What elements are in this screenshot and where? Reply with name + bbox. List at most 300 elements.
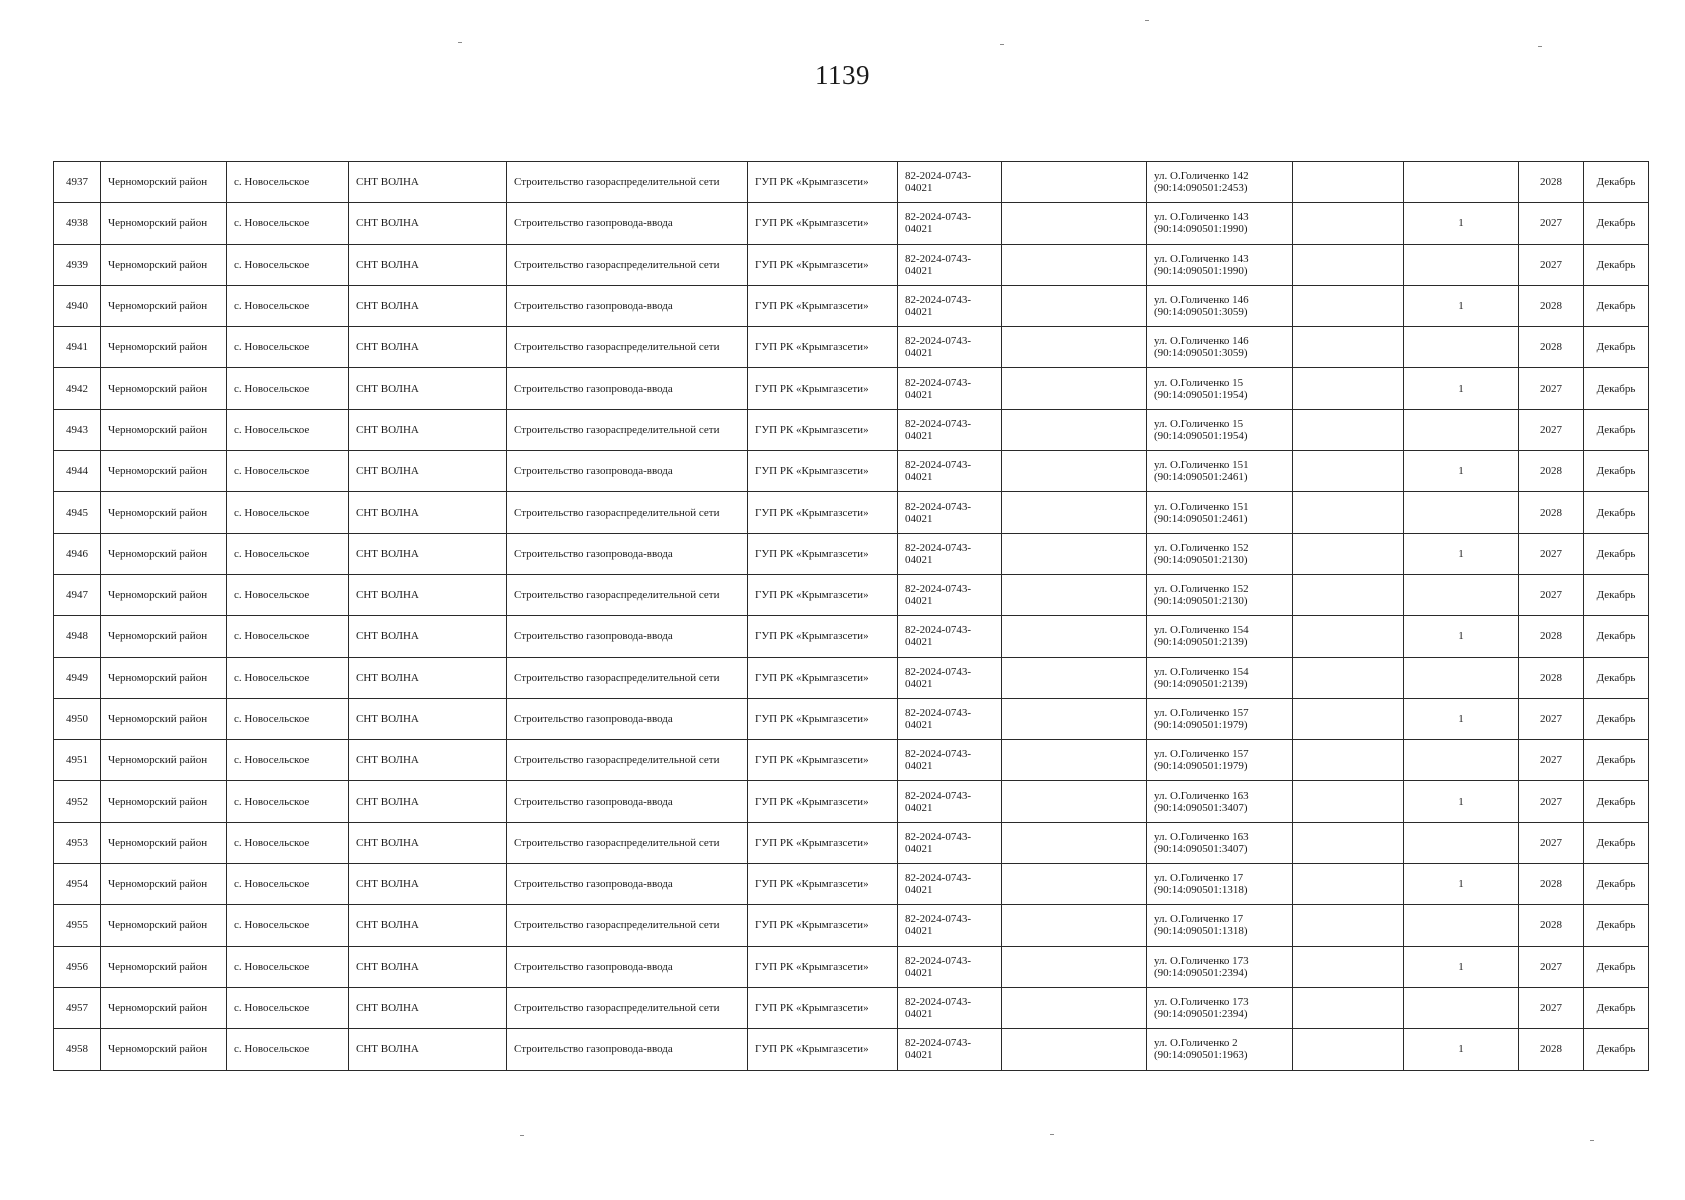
address-cell: ул. О.Голиченко 154 (90:14:090501:2139) — [1147, 616, 1293, 657]
empty-cell-cell — [1002, 492, 1147, 533]
work-type-cell: Строительство газопровода-ввода — [507, 451, 748, 492]
month-cell: Декабрь — [1584, 1029, 1649, 1070]
year-cell: 2028 — [1519, 327, 1584, 368]
organization-cell: ГУП РК «Крымгазсети» — [748, 905, 898, 946]
address-cell: ул. О.Голиченко 152 (90:14:090501:2130) — [1147, 574, 1293, 615]
empty-cell-cell — [1293, 244, 1404, 285]
count-cell: 1 — [1404, 285, 1519, 326]
gas-network-table — [53, 161, 1649, 1071]
district-cell: Черноморский район — [101, 368, 227, 409]
address-cell: ул. О.Голиченко 142 (90:14:090501:2453) — [1147, 162, 1293, 203]
district-cell: Черноморский район — [101, 1029, 227, 1070]
count-cell: 1 — [1404, 1029, 1519, 1070]
organization-cell: ГУП РК «Крымгазсети» — [748, 1029, 898, 1070]
snt-name-cell: СНТ ВОЛНА — [349, 327, 507, 368]
settlement-cell: с. Новосельское — [227, 162, 349, 203]
address-cell: ул. О.Голиченко 163 (90:14:090501:3407) — [1147, 822, 1293, 863]
organization-cell: ГУП РК «Крымгазсети» — [748, 327, 898, 368]
count-cell — [1404, 657, 1519, 698]
empty-cell-cell — [1002, 368, 1147, 409]
empty-cell-cell — [1293, 574, 1404, 615]
count-cell — [1404, 905, 1519, 946]
empty-cell-cell — [1002, 409, 1147, 450]
settlement-cell: с. Новосельское — [227, 657, 349, 698]
organization-cell: ГУП РК «Крымгазсети» — [748, 657, 898, 698]
month-cell: Декабрь — [1584, 368, 1649, 409]
empty-cell-cell — [1002, 244, 1147, 285]
empty-cell-cell — [1002, 616, 1147, 657]
settlement-cell: с. Новосельское — [227, 698, 349, 739]
year-cell: 2028 — [1519, 864, 1584, 905]
document-number-cell: 82-2024-0743-04021 — [898, 657, 1002, 698]
month-cell: Декабрь — [1584, 451, 1649, 492]
work-type-cell: Строительство газопровода-ввода — [507, 368, 748, 409]
snt-name-cell: СНТ ВОЛНА — [349, 864, 507, 905]
document-number-cell: 82-2024-0743-04021 — [898, 946, 1002, 987]
snt-name-cell: СНТ ВОЛНА — [349, 698, 507, 739]
work-type-cell: Строительство газораспределительной сети — [507, 740, 748, 781]
empty-cell-cell — [1002, 1029, 1147, 1070]
count-cell: 1 — [1404, 533, 1519, 574]
address-cell: ул. О.Голиченко 17 (90:14:090501:1318) — [1147, 905, 1293, 946]
empty-cell-cell — [1293, 285, 1404, 326]
address-cell: ул. О.Голиченко 152 (90:14:090501:2130) — [1147, 533, 1293, 574]
table-row — [54, 616, 1649, 657]
year-cell: 2027 — [1519, 698, 1584, 739]
table-row — [54, 203, 1649, 244]
district-cell: Черноморский район — [101, 244, 227, 285]
document-number-cell: 82-2024-0743-04021 — [898, 451, 1002, 492]
work-type-cell: Строительство газопровода-ввода — [507, 285, 748, 326]
document-number-cell: 82-2024-0743-04021 — [898, 905, 1002, 946]
organization-cell: ГУП РК «Крымгазсети» — [748, 368, 898, 409]
snt-name-cell: СНТ ВОЛНА — [349, 946, 507, 987]
organization-cell: ГУП РК «Крымгазсети» — [748, 864, 898, 905]
empty-cell-cell — [1293, 946, 1404, 987]
year-cell: 2027 — [1519, 781, 1584, 822]
snt-name-cell: СНТ ВОЛНА — [349, 822, 507, 863]
empty-cell-cell — [1293, 616, 1404, 657]
work-type-cell: Строительство газораспределительной сети — [507, 162, 748, 203]
organization-cell: ГУП РК «Крымгазсети» — [748, 244, 898, 285]
count-cell — [1404, 822, 1519, 863]
row-number-cell: 4955 — [54, 905, 101, 946]
row-number-cell: 4944 — [54, 451, 101, 492]
snt-name-cell: СНТ ВОЛНА — [349, 987, 507, 1028]
document-number-cell: 82-2024-0743-04021 — [898, 409, 1002, 450]
document-number-cell: 82-2024-0743-04021 — [898, 616, 1002, 657]
snt-name-cell: СНТ ВОЛНА — [349, 203, 507, 244]
district-cell: Черноморский район — [101, 781, 227, 822]
year-cell: 2027 — [1519, 574, 1584, 615]
table-row — [54, 409, 1649, 450]
work-type-cell: Строительство газораспределительной сети — [507, 492, 748, 533]
organization-cell: ГУП РК «Крымгазсети» — [748, 492, 898, 533]
organization-cell: ГУП РК «Крымгазсети» — [748, 698, 898, 739]
document-number-cell: 82-2024-0743-04021 — [898, 740, 1002, 781]
row-number-cell: 4943 — [54, 409, 101, 450]
table-row — [54, 781, 1649, 822]
table-row — [54, 327, 1649, 368]
scan-speck — [520, 1135, 524, 1136]
scan-speck — [1538, 46, 1542, 47]
snt-name-cell: СНТ ВОЛНА — [349, 905, 507, 946]
table-row — [54, 574, 1649, 615]
work-type-cell: Строительство газопровода-ввода — [507, 203, 748, 244]
empty-cell-cell — [1293, 781, 1404, 822]
settlement-cell: с. Новосельское — [227, 451, 349, 492]
month-cell: Декабрь — [1584, 946, 1649, 987]
address-cell: ул. О.Голиченко 151 (90:14:090501:2461) — [1147, 492, 1293, 533]
settlement-cell: с. Новосельское — [227, 864, 349, 905]
address-cell: ул. О.Голиченко 157 (90:14:090501:1979) — [1147, 698, 1293, 739]
district-cell: Черноморский район — [101, 905, 227, 946]
row-number-cell: 4946 — [54, 533, 101, 574]
organization-cell: ГУП РК «Крымгазсети» — [748, 533, 898, 574]
count-cell — [1404, 492, 1519, 533]
table-row — [54, 822, 1649, 863]
work-type-cell: Строительство газораспределительной сети — [507, 905, 748, 946]
organization-cell: ГУП РК «Крымгазсети» — [748, 781, 898, 822]
empty-cell-cell — [1293, 451, 1404, 492]
settlement-cell: с. Новосельское — [227, 492, 349, 533]
district-cell: Черноморский район — [101, 162, 227, 203]
empty-cell-cell — [1293, 492, 1404, 533]
settlement-cell: с. Новосельское — [227, 533, 349, 574]
table-container — [53, 161, 1648, 1071]
month-cell: Декабрь — [1584, 533, 1649, 574]
month-cell: Декабрь — [1584, 657, 1649, 698]
snt-name-cell: СНТ ВОЛНА — [349, 1029, 507, 1070]
year-cell: 2027 — [1519, 946, 1584, 987]
table-row — [54, 1029, 1649, 1070]
count-cell — [1404, 244, 1519, 285]
document-number-cell: 82-2024-0743-04021 — [898, 327, 1002, 368]
count-cell: 1 — [1404, 616, 1519, 657]
year-cell: 2028 — [1519, 1029, 1584, 1070]
empty-cell-cell — [1293, 864, 1404, 905]
empty-cell-cell — [1293, 698, 1404, 739]
month-cell: Декабрь — [1584, 327, 1649, 368]
table-row — [54, 162, 1649, 203]
organization-cell: ГУП РК «Крымгазсети» — [748, 740, 898, 781]
settlement-cell: с. Новосельское — [227, 327, 349, 368]
table-body — [54, 162, 1649, 1071]
table-row — [54, 368, 1649, 409]
work-type-cell: Строительство газораспределительной сети — [507, 409, 748, 450]
work-type-cell: Строительство газопровода-ввода — [507, 616, 748, 657]
row-number-cell: 4954 — [54, 864, 101, 905]
table-row — [54, 492, 1649, 533]
table-row — [54, 451, 1649, 492]
count-cell: 1 — [1404, 368, 1519, 409]
year-cell: 2027 — [1519, 368, 1584, 409]
empty-cell-cell — [1293, 905, 1404, 946]
settlement-cell: с. Новосельское — [227, 987, 349, 1028]
work-type-cell: Строительство газораспределительной сети — [507, 657, 748, 698]
empty-cell-cell — [1293, 1029, 1404, 1070]
snt-name-cell: СНТ ВОЛНА — [349, 285, 507, 326]
address-cell: ул. О.Голиченко 17 (90:14:090501:1318) — [1147, 864, 1293, 905]
organization-cell: ГУП РК «Крымгазсети» — [748, 203, 898, 244]
month-cell: Декабрь — [1584, 616, 1649, 657]
empty-cell-cell — [1002, 781, 1147, 822]
count-cell: 1 — [1404, 203, 1519, 244]
empty-cell-cell — [1293, 657, 1404, 698]
empty-cell-cell — [1293, 987, 1404, 1028]
document-number-cell: 82-2024-0743-04021 — [898, 203, 1002, 244]
row-number-cell: 4940 — [54, 285, 101, 326]
row-number-cell: 4951 — [54, 740, 101, 781]
row-number-cell: 4942 — [54, 368, 101, 409]
organization-cell: ГУП РК «Крымгазсети» — [748, 409, 898, 450]
empty-cell-cell — [1002, 740, 1147, 781]
month-cell: Декабрь — [1584, 864, 1649, 905]
row-number-cell: 4947 — [54, 574, 101, 615]
row-number-cell: 4938 — [54, 203, 101, 244]
month-cell: Декабрь — [1584, 409, 1649, 450]
year-cell: 2028 — [1519, 285, 1584, 326]
row-number-cell: 4952 — [54, 781, 101, 822]
row-number-cell: 4957 — [54, 987, 101, 1028]
table-row — [54, 244, 1649, 285]
settlement-cell: с. Новосельское — [227, 285, 349, 326]
organization-cell: ГУП РК «Крымгазсети» — [748, 946, 898, 987]
document-number-cell: 82-2024-0743-04021 — [898, 492, 1002, 533]
settlement-cell: с. Новосельское — [227, 203, 349, 244]
row-number-cell: 4953 — [54, 822, 101, 863]
work-type-cell: Строительство газораспределительной сети — [507, 822, 748, 863]
table-row — [54, 657, 1649, 698]
district-cell: Черноморский район — [101, 987, 227, 1028]
address-cell: ул. О.Голиченко 173 (90:14:090501:2394) — [1147, 987, 1293, 1028]
empty-cell-cell — [1002, 327, 1147, 368]
district-cell: Черноморский район — [101, 451, 227, 492]
organization-cell: ГУП РК «Крымгазсети» — [748, 285, 898, 326]
scan-speck — [458, 42, 462, 43]
count-cell — [1404, 740, 1519, 781]
settlement-cell: с. Новосельское — [227, 616, 349, 657]
count-cell — [1404, 574, 1519, 615]
document-number-cell: 82-2024-0743-04021 — [898, 285, 1002, 326]
work-type-cell: Строительство газораспределительной сети — [507, 327, 748, 368]
year-cell: 2028 — [1519, 905, 1584, 946]
work-type-cell: Строительство газопровода-ввода — [507, 533, 748, 574]
district-cell: Черноморский район — [101, 492, 227, 533]
month-cell: Декабрь — [1584, 781, 1649, 822]
empty-cell-cell — [1002, 533, 1147, 574]
year-cell: 2028 — [1519, 451, 1584, 492]
month-cell: Декабрь — [1584, 162, 1649, 203]
snt-name-cell: СНТ ВОЛНА — [349, 244, 507, 285]
empty-cell-cell — [1002, 162, 1147, 203]
empty-cell-cell — [1002, 864, 1147, 905]
snt-name-cell: СНТ ВОЛНА — [349, 368, 507, 409]
address-cell: ул. О.Голиченко 143 (90:14:090501:1990) — [1147, 244, 1293, 285]
organization-cell: ГУП РК «Крымгазсети» — [748, 162, 898, 203]
empty-cell-cell — [1293, 203, 1404, 244]
empty-cell-cell — [1002, 203, 1147, 244]
settlement-cell: с. Новосельское — [227, 368, 349, 409]
document-number-cell: 82-2024-0743-04021 — [898, 1029, 1002, 1070]
year-cell: 2028 — [1519, 657, 1584, 698]
scan-speck — [1050, 1134, 1054, 1135]
document-number-cell: 82-2024-0743-04021 — [898, 244, 1002, 285]
year-cell: 2027 — [1519, 987, 1584, 1028]
work-type-cell: Строительство газопровода-ввода — [507, 1029, 748, 1070]
table-row — [54, 285, 1649, 326]
table-row — [54, 987, 1649, 1028]
document-number-cell: 82-2024-0743-04021 — [898, 533, 1002, 574]
scan-speck — [1145, 20, 1149, 21]
settlement-cell: с. Новосельское — [227, 244, 349, 285]
settlement-cell: с. Новосельское — [227, 905, 349, 946]
row-number-cell: 4950 — [54, 698, 101, 739]
work-type-cell: Строительство газопровода-ввода — [507, 864, 748, 905]
organization-cell: ГУП РК «Крымгазсети» — [748, 616, 898, 657]
year-cell: 2027 — [1519, 409, 1584, 450]
table-row — [54, 533, 1649, 574]
empty-cell-cell — [1293, 162, 1404, 203]
snt-name-cell: СНТ ВОЛНА — [349, 409, 507, 450]
district-cell: Черноморский район — [101, 946, 227, 987]
empty-cell-cell — [1002, 987, 1147, 1028]
month-cell: Декабрь — [1584, 203, 1649, 244]
document-number-cell: 82-2024-0743-04021 — [898, 162, 1002, 203]
settlement-cell: с. Новосельское — [227, 946, 349, 987]
district-cell: Черноморский район — [101, 285, 227, 326]
address-cell: ул. О.Голиченко 151 (90:14:090501:2461) — [1147, 451, 1293, 492]
settlement-cell: с. Новосельское — [227, 822, 349, 863]
work-type-cell: Строительство газопровода-ввода — [507, 781, 748, 822]
row-number-cell: 4939 — [54, 244, 101, 285]
district-cell: Черноморский район — [101, 409, 227, 450]
address-cell: ул. О.Голиченко 143 (90:14:090501:1990) — [1147, 203, 1293, 244]
settlement-cell: с. Новосельское — [227, 409, 349, 450]
work-type-cell: Строительство газораспределительной сети — [507, 574, 748, 615]
year-cell: 2027 — [1519, 533, 1584, 574]
district-cell: Черноморский район — [101, 203, 227, 244]
district-cell: Черноморский район — [101, 574, 227, 615]
work-type-cell: Строительство газораспределительной сети — [507, 987, 748, 1028]
row-number-cell: 4945 — [54, 492, 101, 533]
month-cell: Декабрь — [1584, 905, 1649, 946]
count-cell — [1404, 162, 1519, 203]
snt-name-cell: СНТ ВОЛНА — [349, 451, 507, 492]
table-row — [54, 946, 1649, 987]
work-type-cell: Строительство газопровода-ввода — [507, 946, 748, 987]
year-cell: 2028 — [1519, 616, 1584, 657]
month-cell: Декабрь — [1584, 740, 1649, 781]
empty-cell-cell — [1002, 822, 1147, 863]
district-cell: Черноморский район — [101, 327, 227, 368]
scan-speck — [1000, 44, 1004, 45]
snt-name-cell: СНТ ВОЛНА — [349, 781, 507, 822]
count-cell: 1 — [1404, 451, 1519, 492]
empty-cell-cell — [1293, 533, 1404, 574]
row-number-cell: 4949 — [54, 657, 101, 698]
year-cell: 2027 — [1519, 203, 1584, 244]
year-cell: 2028 — [1519, 492, 1584, 533]
month-cell: Декабрь — [1584, 822, 1649, 863]
district-cell: Черноморский район — [101, 740, 227, 781]
organization-cell: ГУП РК «Крымгазсети» — [748, 451, 898, 492]
document-number-cell: 82-2024-0743-04021 — [898, 822, 1002, 863]
address-cell: ул. О.Голиченко 157 (90:14:090501:1979) — [1147, 740, 1293, 781]
organization-cell: ГУП РК «Крымгазсети» — [748, 574, 898, 615]
row-number-cell: 4956 — [54, 946, 101, 987]
empty-cell-cell — [1293, 822, 1404, 863]
month-cell: Декабрь — [1584, 574, 1649, 615]
row-number-cell: 4941 — [54, 327, 101, 368]
empty-cell-cell — [1293, 327, 1404, 368]
district-cell: Черноморский район — [101, 822, 227, 863]
document-number-cell: 82-2024-0743-04021 — [898, 698, 1002, 739]
district-cell: Черноморский район — [101, 616, 227, 657]
table-row — [54, 698, 1649, 739]
count-cell: 1 — [1404, 698, 1519, 739]
empty-cell-cell — [1002, 946, 1147, 987]
row-number-cell: 4948 — [54, 616, 101, 657]
count-cell — [1404, 987, 1519, 1028]
year-cell: 2028 — [1519, 162, 1584, 203]
year-cell: 2027 — [1519, 740, 1584, 781]
document-number-cell: 82-2024-0743-04021 — [898, 781, 1002, 822]
count-cell: 1 — [1404, 781, 1519, 822]
district-cell: Черноморский район — [101, 864, 227, 905]
snt-name-cell: СНТ ВОЛНА — [349, 492, 507, 533]
snt-name-cell: СНТ ВОЛНА — [349, 162, 507, 203]
table-row — [54, 864, 1649, 905]
empty-cell-cell — [1002, 905, 1147, 946]
organization-cell: ГУП РК «Крымгазсети» — [748, 822, 898, 863]
count-cell — [1404, 327, 1519, 368]
address-cell: ул. О.Голиченко 154 (90:14:090501:2139) — [1147, 657, 1293, 698]
address-cell: ул. О.Голиченко 163 (90:14:090501:3407) — [1147, 781, 1293, 822]
count-cell — [1404, 409, 1519, 450]
address-cell: ул. О.Голиченко 146 (90:14:090501:3059) — [1147, 327, 1293, 368]
year-cell: 2027 — [1519, 244, 1584, 285]
empty-cell-cell — [1002, 285, 1147, 326]
work-type-cell: Строительство газопровода-ввода — [507, 698, 748, 739]
month-cell: Декабрь — [1584, 698, 1649, 739]
settlement-cell: с. Новосельское — [227, 574, 349, 615]
address-cell: ул. О.Голиченко 2 (90:14:090501:1963) — [1147, 1029, 1293, 1070]
month-cell: Декабрь — [1584, 492, 1649, 533]
scan-speck — [1590, 1140, 1594, 1141]
address-cell: ул. О.Голиченко 15 (90:14:090501:1954) — [1147, 368, 1293, 409]
empty-cell-cell — [1293, 368, 1404, 409]
snt-name-cell: СНТ ВОЛНА — [349, 657, 507, 698]
address-cell: ул. О.Голиченко 173 (90:14:090501:2394) — [1147, 946, 1293, 987]
count-cell: 1 — [1404, 946, 1519, 987]
address-cell: ул. О.Голиченко 15 (90:14:090501:1954) — [1147, 409, 1293, 450]
work-type-cell: Строительство газораспределительной сети — [507, 244, 748, 285]
year-cell: 2027 — [1519, 822, 1584, 863]
district-cell: Черноморский район — [101, 657, 227, 698]
empty-cell-cell — [1293, 740, 1404, 781]
row-number-cell: 4937 — [54, 162, 101, 203]
empty-cell-cell — [1002, 657, 1147, 698]
district-cell: Черноморский район — [101, 533, 227, 574]
settlement-cell: с. Новосельское — [227, 740, 349, 781]
count-cell: 1 — [1404, 864, 1519, 905]
empty-cell-cell — [1002, 574, 1147, 615]
document-number-cell: 82-2024-0743-04021 — [898, 987, 1002, 1028]
settlement-cell: с. Новосельское — [227, 781, 349, 822]
snt-name-cell: СНТ ВОЛНА — [349, 616, 507, 657]
empty-cell-cell — [1002, 698, 1147, 739]
